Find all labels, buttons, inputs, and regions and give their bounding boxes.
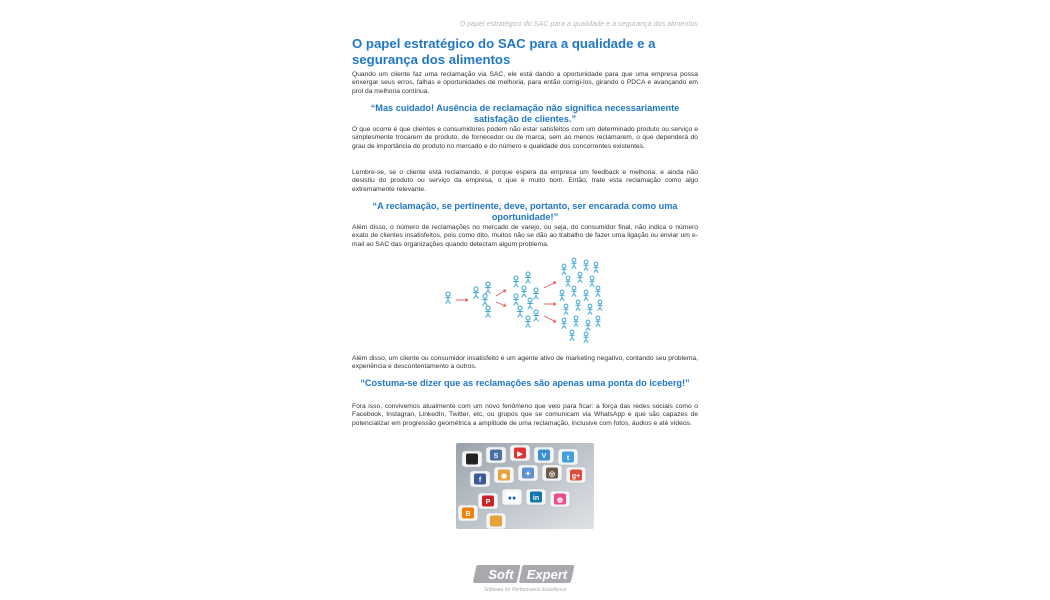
pull-quote-1: “Mas cuidado! Ausência de reclamação não significa necessariamente satisfação de clientes.” xyxy=(370,103,680,124)
flickr-icon xyxy=(502,489,522,505)
paragraph-4: Além disso, o número de reclamações no mercado de varejo, ou seja, do consumidor final, não indica o número exato de clientes insatisfeitos, pois como dito, muitos não se dão ao trabalho de fazer uma ligação ou enviar um e-mail ao SAC das organizações quando detectam algum problema. xyxy=(352,224,698,248)
svg-text:✦: ✦ xyxy=(525,471,531,478)
stick-figure xyxy=(583,332,588,343)
stick-figure xyxy=(517,306,522,317)
running-header: O papel estratégico do SAC para a qualidade e a segurança dos alimentos xyxy=(459,19,698,28)
svg-text:◎: ◎ xyxy=(548,471,556,478)
svg-text:t: t xyxy=(566,455,570,462)
paragraph-5: Além disso, um cliente ou consumidor insatisfeito é um agente ativo de marketing negativo, contando seu problema, experiência e descontentamento a outros. xyxy=(352,355,698,371)
facebook-icon xyxy=(470,471,490,487)
whatsapp-icon xyxy=(462,451,482,467)
stick-figure xyxy=(521,286,526,297)
stick-figure xyxy=(525,272,530,283)
pinterest-icon xyxy=(478,493,498,509)
svg-text:f: f xyxy=(478,477,482,484)
google-plus-icon xyxy=(566,467,586,483)
stick-figure xyxy=(597,300,602,311)
stick-figure xyxy=(563,304,568,315)
arrow-icon xyxy=(544,316,556,322)
svg-text:▶: ▶ xyxy=(517,451,523,458)
linkedin-icon xyxy=(526,489,546,505)
svg-text:Expert: Expert xyxy=(526,567,568,582)
paragraph-3: Lembre-se, se o cliente está reclamando, é porque espera da empresa um feedback e melhoria, e ainda não desistiu do produto ou serviço da empresa, o que é muito bom. Então, trate esta reclamação como algo extremamente relevante. xyxy=(352,169,698,193)
stick-figure xyxy=(571,286,576,297)
stick-figure xyxy=(573,316,578,327)
softexpert-logo xyxy=(471,563,579,593)
stick-figure xyxy=(595,286,600,297)
instagram-icon xyxy=(542,465,562,481)
svg-text:g+: g+ xyxy=(571,473,581,480)
crowd-growth-illustration xyxy=(440,256,610,348)
svg-text:Soft: Soft xyxy=(488,567,514,582)
stick-figure xyxy=(473,287,479,299)
stick-figure xyxy=(587,304,592,315)
vine-icon xyxy=(534,447,554,463)
stick-figure xyxy=(559,290,564,301)
stick-figure xyxy=(445,292,451,304)
stick-figure xyxy=(527,298,532,309)
stick-figure xyxy=(513,294,518,305)
stick-figure xyxy=(575,300,580,311)
svg-text:in: in xyxy=(532,495,540,502)
rss-icon xyxy=(494,467,514,483)
page-title: O papel estratégico do SAC para a qualidade e a segurança dos alimentos xyxy=(352,36,656,67)
stick-figure xyxy=(565,276,570,287)
stick-figure xyxy=(595,316,600,327)
pull-quote-2: “A reclamação, se pertinente, deve, portanto, ser encarada como uma oportunidade!” xyxy=(372,201,678,222)
stick-figure xyxy=(561,318,566,329)
social-media-keyboard-image xyxy=(456,443,594,529)
pull-quote-3: “Costuma-se dizer que as reclamações são apenas uma ponta do iceberg!” xyxy=(360,378,690,388)
stick-figure xyxy=(513,276,518,287)
document-page xyxy=(352,0,698,600)
svg-text:V: V xyxy=(541,453,547,460)
stick-figure xyxy=(583,290,588,301)
stick-figure xyxy=(482,294,488,306)
blogger-icon xyxy=(458,505,478,521)
paragraph-2: O que ocorre é que clientes e consumidores podem não estar satisfeitos com um determinado produto ou serviço e simplesmente trocarem de produto, de fornecedor ou de marca, sem ao menos reclamarem, o que dependerá do grau de importância do produto no mercado e do número e qualidade dos concorrentes existentes. xyxy=(352,126,698,150)
svg-text:●●: ●● xyxy=(507,495,517,502)
skype-icon xyxy=(486,447,506,463)
dribbble-icon xyxy=(550,491,570,507)
twitter-bird-icon xyxy=(518,465,538,481)
stick-figure xyxy=(485,306,491,318)
stick-figure xyxy=(569,330,574,341)
arrow-icon xyxy=(544,303,556,306)
stick-figure xyxy=(577,272,582,283)
paragraph-1: Quando um cliente faz uma reclamação via SAC, ele está dando a oportunidade para que uma empresa possa enxergar seus erros, falhas e oportunidades de melhoria, para então corrigi-los, girando o PDCA e avançando em prol da melhoria contínua. xyxy=(352,71,698,95)
stick-figure xyxy=(583,260,588,271)
stick-figure xyxy=(533,310,538,321)
arrow-icon xyxy=(496,302,506,306)
stick-figure xyxy=(585,320,590,331)
youtube-icon xyxy=(510,445,530,461)
stick-figure xyxy=(571,258,576,269)
arrow-icon xyxy=(496,290,506,296)
svg-text:◉: ◉ xyxy=(500,473,508,480)
logo-tagline: Software for Performance Excellence xyxy=(483,587,567,593)
svg-text:B: B xyxy=(465,511,471,518)
stick-figure xyxy=(485,282,491,294)
svg-text:S: S xyxy=(493,453,499,460)
arrow-icon xyxy=(544,282,556,288)
paragraph-6: Fora isso, convivemos atualmente com um novo fenômeno que veio para ficar: a força das redes sociais como o Facebook, Instagran, LinkedIn, Twitter, etc, ou grupos que se comunicam via WhatsApp e que são capazes de potencializar em progressão geométrica a amplitude de uma reclamação, inclusive com fotos, áudios e até vídeos. xyxy=(352,403,698,427)
arrow-icon xyxy=(456,299,468,302)
svg-text:P: P xyxy=(485,499,491,506)
stick-figure xyxy=(593,262,598,273)
stick-figure xyxy=(525,316,530,327)
stick-figure xyxy=(533,288,538,299)
stick-figure xyxy=(561,264,566,275)
svg-text:◍: ◍ xyxy=(556,497,564,504)
twitter-icon xyxy=(558,449,578,465)
stick-figure xyxy=(589,276,594,287)
key-icon xyxy=(486,513,506,529)
